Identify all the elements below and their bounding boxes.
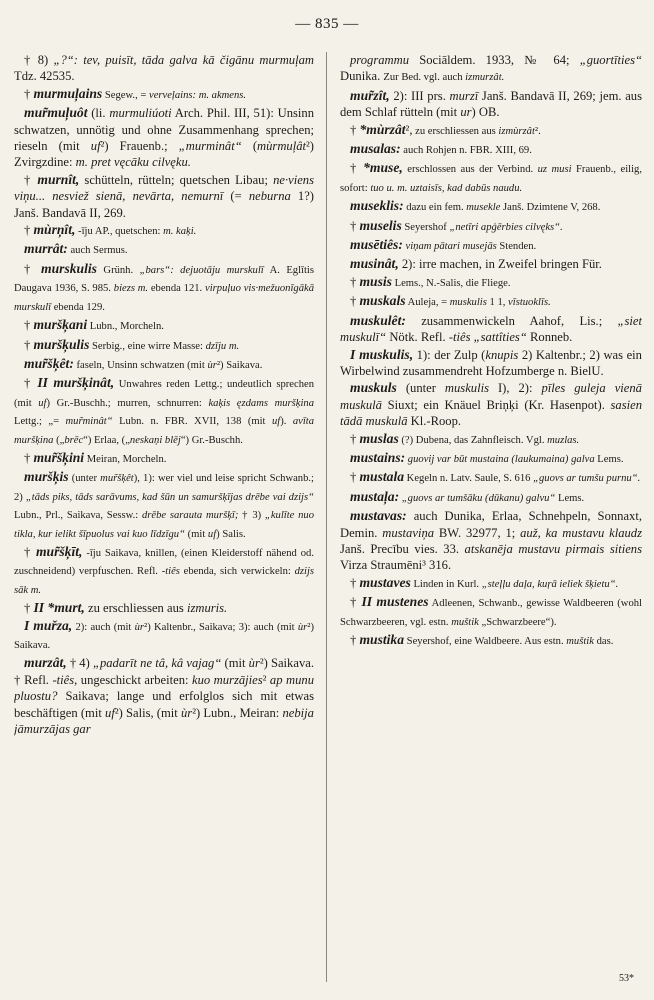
dictionary-entry: [14, 86, 314, 104]
entry-text: m. kaķi.: [163, 226, 197, 238]
entry-text: -tiês,: [52, 672, 78, 687]
dictionary-entry: [340, 380, 642, 429]
entry-text: uf: [271, 416, 281, 428]
entry-text: auch Dunika, Erlaa, Schnehpeln, Sonnaxt, Demin.: [340, 509, 642, 540]
entry-text: (unter: [396, 381, 445, 396]
entry-text: ùr: [181, 705, 193, 720]
entry-headword: mur̃zît,: [350, 87, 390, 103]
entry-headword: II muršķinât,: [37, 375, 115, 391]
entry-text: Adleenen, Schwanb., gewisse Waldbeeren (wohl Schwarzbeeren, vgl. estn.: [340, 598, 642, 628]
entry-text: m. pret vęcāku cilvęku.: [75, 155, 191, 170]
entry-text: dzīju m.: [205, 340, 240, 352]
entry-text: drēbe sarauta muršķī;: [141, 510, 239, 522]
entry-text: uf: [90, 139, 101, 154]
entry-text: Saikava; lange und erfolglos sich mit etwas beschäftigen (mit: [14, 689, 314, 720]
entry-text: kaķis ęzdams muršķina: [208, 397, 314, 409]
entry-headword: mustains:: [350, 449, 406, 465]
entry-text: BW. 32977, 1;: [434, 525, 521, 540]
entry-text: zu erschliessen aus: [84, 601, 187, 616]
dictionary-entry: [14, 356, 314, 374]
entry-text: brēc: [64, 434, 84, 446]
entry-text: pīles guleja vienā muskulā: [340, 381, 642, 412]
entry-text: Stenden.: [496, 241, 537, 253]
entry-text: Siuxt; ein Knäuel Briņķi (Kr. Hasenpot).: [381, 397, 611, 412]
entry-text: „netīri apģērbies cilvęks“.: [449, 221, 563, 233]
dictionary-entry: [340, 489, 642, 507]
entry-text: ungeschickt arbeiten:: [77, 672, 192, 687]
entry-text: Linden in Kurl.: [410, 578, 482, 590]
entry-headword: mustika: [359, 632, 405, 647]
entry-text: †: [24, 376, 38, 391]
entry-text: Kegeln n. Latv. Saule, S. 616: [404, 473, 534, 485]
column-divider: [326, 52, 327, 982]
entry-text: ).: [280, 416, 293, 428]
entry-text: verveļains: m. akmens.: [149, 89, 247, 101]
entry-text: †: [24, 544, 36, 559]
entry-text: sasien tādā muskulā: [340, 397, 642, 429]
dictionary-entry: [340, 632, 642, 650]
dictionary-entry: [14, 600, 314, 616]
dictionary-entry: [340, 160, 642, 197]
entry-headword: muskulêt:: [350, 312, 406, 328]
entry-text: uz musi: [537, 164, 572, 176]
entry-text: Janš. Bandavā II, 269; jem. aus dem Schlaf rütteln (mit: [340, 88, 642, 120]
entry-text: -tiês: [161, 566, 180, 578]
entry-text: Lems.: [594, 453, 624, 465]
entry-text: -īju Saikava, knillen, (einen Kleiderstoff nähend od. zuschneidend) verpfuschen. Refl.: [14, 547, 314, 578]
entry-text: “) Erlaa, („: [83, 434, 130, 446]
dictionary-entry: [14, 222, 314, 240]
entry-text: tuo u. m. uztaisīs, kad dabūs naudu.: [370, 182, 523, 194]
entry-text: muskulis: [449, 297, 487, 309]
entry-text: ²) Lubn., Meiran:: [192, 705, 283, 720]
entry-headword: musētiês:: [350, 237, 403, 253]
entry-text: 1?) Janš. Bandavā II, 269.: [14, 189, 314, 220]
entry-text: (=: [223, 189, 249, 204]
dictionary-entry: [14, 52, 314, 85]
entry-text: („: [53, 434, 65, 446]
entry-text: †: [350, 470, 360, 485]
entry-text: ebenda 129.: [51, 301, 105, 313]
entry-text: (mit: [184, 528, 208, 540]
entry-text: ne·viens viņu... nesviež sienā, nevārta, nemurnī: [14, 172, 314, 204]
dictionary-entry: [14, 261, 314, 316]
entry-text: 2) Kaltenbr.; 2) was ein Wirbelwind zusammendreht Hofzumberge n. BielU.: [340, 347, 642, 378]
entry-text: Meiran, Morcheln.: [84, 453, 167, 465]
entry-text: †: [350, 575, 360, 590]
entry-text: ùr: [297, 621, 308, 633]
dictionary-entry: [340, 508, 642, 574]
entry-text: „bars“: dejuotāju murskulī: [139, 264, 264, 276]
entry-text: †: [24, 86, 34, 101]
entry-headword: II *murt,: [33, 600, 85, 616]
entry-text: uf: [38, 397, 47, 409]
dictionary-entry: [340, 141, 642, 159]
entry-text: †: [350, 595, 362, 610]
entry-text: †: [24, 172, 38, 187]
entry-text: †: [24, 601, 34, 616]
dictionary-entry: [340, 293, 642, 311]
entry-text: Lubn. n. FBR. XVII, 138 (mit: [112, 416, 272, 428]
entry-text: †: [350, 218, 360, 233]
entry-text: izmùrzât: [498, 125, 535, 137]
entry-text: „steļļu daļa, kuŗā ieliek šķietu“.: [481, 578, 619, 590]
entry-text: ²) Zvirgzdine:: [14, 139, 314, 170]
dictionary-entry: [340, 218, 642, 236]
entry-text: muskulis: [444, 381, 489, 396]
entry-text: (unter: [68, 473, 101, 485]
entry-headword: mùrņît,: [33, 222, 76, 238]
entry-text: ), 1): wer viel und leise spricht Schwanb.; 2): [14, 473, 314, 503]
dictionary-entry: [14, 105, 314, 171]
entry-text: izmuris.: [186, 601, 228, 616]
entry-text: Segew., =: [102, 89, 149, 101]
entry-headword: mustala: [359, 469, 405, 485]
entry-text: virpuļuo vis·mežuonīgākā murskulī: [14, 283, 314, 313]
entry-text: †: [24, 261, 42, 276]
entry-text: faseln, Unsinn schwatzen (mit: [73, 359, 208, 371]
entry-text: programmu: [350, 53, 410, 67]
entry-text: „siet muskulī“: [340, 313, 642, 345]
entry-text: mustaviņa: [382, 525, 435, 540]
entry-text: auch Rohjen n. FBR. XIII, 69.: [400, 145, 532, 157]
entry-headword: mustavas:: [350, 508, 407, 524]
entry-text: ².: [534, 125, 541, 137]
entry-text: zu erschliessen aus: [412, 125, 499, 137]
entry-text: ²) Saikava. † Refl.: [14, 656, 314, 687]
entry-text: 2): irre machen, in Zweifel bringen Für.: [398, 257, 602, 272]
entry-headword: mustaļa:: [350, 488, 400, 504]
entry-headword: I muskulis,: [350, 346, 414, 362]
entry-text: ap munu pluostu?: [14, 672, 314, 704]
dictionary-entry: [340, 575, 642, 593]
entry-text: Seyershof: [401, 221, 450, 233]
entry-headword: musalas:: [350, 141, 401, 157]
entry-text: izmurzât.: [465, 72, 505, 84]
entry-text: ²) Saikava.: [14, 621, 314, 651]
entry-text: mur̃minât“: [65, 416, 113, 428]
entry-text: dazu ein fem.: [403, 202, 467, 214]
entry-text: -tiês „sattîties“: [448, 330, 527, 345]
entry-text: † 4): [66, 656, 93, 671]
entry-text: 1): der Zulp (: [413, 347, 486, 362]
dictionary-entry: [340, 313, 642, 346]
entry-text: Grünh.: [96, 264, 140, 276]
entry-text: „guovs ar tumšu purnu“.: [533, 473, 641, 485]
entry-headword: muskals: [359, 293, 406, 309]
dictionary-entry: [340, 256, 642, 272]
entry-text: Tdz. 42535.: [14, 69, 75, 84]
entry-text: Unwahres reden Lettg.; undeutlich sprechen (mit: [14, 379, 314, 409]
entry-headword: II mustenes: [361, 594, 429, 610]
entry-text: †: [350, 161, 364, 176]
entry-text: Lems., N.-Salis, die Fliege.: [391, 277, 511, 289]
entry-headword: muselis: [359, 217, 402, 233]
entry-headword: mustaves: [359, 574, 411, 590]
entry-text: †: [24, 223, 34, 238]
entry-text: -īju AP., quetschen:: [75, 226, 164, 238]
entry-text: mur̃šķêt: [100, 473, 134, 485]
printer-signature: 53*: [619, 973, 634, 984]
entry-text: dzijs sāk m.: [14, 566, 314, 596]
dictionary-entry: [340, 52, 642, 87]
entry-text: muštik: [451, 616, 479, 628]
entry-text: ²) Saikava.: [216, 359, 263, 371]
dictionary-entry: [14, 655, 314, 737]
entry-headword: muršķis: [24, 469, 69, 485]
entry-headword: mur̃šķīt,: [35, 543, 83, 559]
entry-headword: murzât,: [24, 655, 67, 671]
entry-text: †: [24, 450, 34, 465]
entry-text: „padarīt ne tâ, kâ vajag“: [92, 656, 222, 671]
entry-text: Dunika.: [340, 69, 384, 84]
dictionary-entry: [340, 237, 642, 255]
entry-headword: musinât,: [350, 256, 399, 272]
entry-text: erschlossen aus der Verbind.: [402, 164, 538, 176]
entry-text: „guortīties“: [579, 53, 642, 67]
entry-text: Kl.-Roop.: [407, 414, 462, 429]
dictionary-entry: [340, 431, 642, 449]
entry-text: „murminât“: [178, 139, 242, 154]
entry-text: Ronneb.: [526, 330, 573, 345]
entry-text: murmuliúoti: [109, 106, 172, 121]
dictionary-entry: [340, 450, 642, 468]
entry-text: viņam pātari musejās: [402, 241, 497, 253]
entry-headword: muršķani: [33, 317, 88, 333]
entry-text: ùr: [134, 621, 145, 633]
dictionary-entry: [14, 337, 314, 355]
entry-text: Nötk. Refl.: [386, 330, 449, 345]
entry-text: ebenda, sich verwickeln:: [179, 566, 295, 578]
entry-text: musekle: [466, 202, 501, 214]
entry-headword: murskulis: [41, 260, 97, 276]
entry-text: I), 2):: [488, 381, 542, 396]
dictionary-entry: [340, 347, 642, 380]
entry-text: Serbig., eine wirre Masse:: [89, 340, 206, 352]
entry-text: ùr: [248, 656, 260, 671]
dictionary-entry: [14, 544, 314, 599]
entry-text: ur: [460, 105, 472, 120]
entry-text: ) Salis.: [216, 528, 246, 540]
entry-text: ) Gr.-Buschh.; murren, schnurren:: [46, 397, 209, 409]
entry-text: Lubn., Morcheln.: [87, 321, 164, 333]
entry-headword: mur̃muļuôt: [24, 105, 88, 121]
entry-headword: muršķulis: [33, 336, 90, 352]
entry-text: † 3): [238, 510, 265, 522]
dictionary-entry: [14, 469, 314, 543]
entry-text: „kulīte nuo tikla, kur ielikt šīpuolus vai kuo līdzīgu“: [14, 510, 314, 540]
entry-text: ebenda 121.: [148, 283, 205, 295]
entry-text: Arch. Phil. III, 51): Unsinn schwatzen, unnötig und ohne Zusammenhang sprechen; rieseln (mit: [14, 106, 314, 154]
entry-text: ²) Frauenb.;: [100, 139, 179, 154]
entry-text: Janš. Precību vies. 33.: [340, 541, 465, 556]
entry-text: †: [350, 431, 360, 446]
entry-text: uf: [105, 705, 115, 720]
left-column: [14, 52, 314, 982]
entry-headword: mur̃šķêt:: [24, 355, 74, 371]
entry-text: muštik: [566, 636, 594, 647]
entry-text: ²,: [405, 122, 413, 137]
entry-headword: murrât:: [24, 241, 68, 257]
entry-text: † 8): [24, 53, 54, 67]
dictionary-entry: [340, 274, 642, 292]
entry-text: ²) Kaltenbr., Saikava; 3): auch (mit: [144, 621, 298, 633]
dictionary-entry: [14, 241, 314, 259]
entry-text: †: [350, 633, 360, 647]
entry-text: neskaņi blēj: [129, 434, 181, 446]
dictionary-entry: [340, 122, 642, 140]
dictionary-entry: [14, 618, 314, 655]
entry-text: murzī: [449, 88, 479, 103]
entry-text: auch Sermus.: [67, 245, 128, 257]
entry-text: †: [350, 294, 360, 309]
entry-text: ùr: [207, 359, 217, 371]
entry-text: Frauenb., eilig, sofort:: [340, 164, 642, 194]
entry-text: †: [350, 122, 360, 137]
entry-text: Auleja, =: [405, 297, 450, 309]
entry-text: zusammenwickeln Aahof, Lis.;: [405, 313, 618, 328]
dictionary-entry: [340, 594, 642, 631]
entry-headword: muskuls: [350, 380, 397, 396]
entry-text: (mit: [221, 656, 249, 671]
dictionary-entry: [340, 469, 642, 487]
entry-text: †: [24, 337, 34, 352]
entry-headword: museklis:: [350, 198, 404, 214]
entry-text: muzlas.: [547, 434, 580, 446]
entry-text: Virza Straumēni³ 316.: [340, 558, 452, 573]
entry-text: „?“: tev, puisīt, tāda galva kā čigānu murmuļam: [53, 53, 314, 67]
page-number: — 835 —: [295, 16, 359, 32]
entry-text: “) Gr.-Buschh.: [180, 434, 243, 446]
entry-text: guovij var būt mustaina (laukumaina) galva: [405, 453, 595, 465]
entry-text: das.: [593, 636, 614, 647]
entry-text: (?) Dubena, das Zahnfleisch. Vgl.: [398, 434, 548, 446]
dictionary-entry: [340, 88, 642, 121]
entry-text: A. Eglītis Daugava 1936, S. 985.: [14, 264, 314, 295]
entry-headword: *mùrzât: [359, 121, 406, 137]
entry-text: (li.: [87, 106, 110, 121]
entry-headword: muslas: [359, 430, 399, 446]
entry-text: Lems.: [555, 492, 585, 504]
entry-headword: mur̃šķini: [33, 449, 85, 465]
entry-text: †: [24, 318, 34, 333]
entry-text: ) OB.: [471, 105, 500, 120]
entry-text: schütteln, rütteln; quetschen Libau;: [79, 172, 274, 187]
entry-text: 2): III prs.: [389, 88, 450, 103]
entry-text: auž, ka mustavu klaudz: [520, 525, 642, 540]
entry-text: atskanēja mustavu pirmais sitiens: [464, 541, 642, 556]
entry-text: 2): auch (mit: [72, 621, 135, 633]
entry-text: „Schwarzbeere“).: [478, 616, 557, 628]
entry-text: ²: [262, 672, 270, 687]
entry-text: ²) Salis, (mit: [114, 705, 181, 720]
entry-text: nebija jāmurzājas gar: [14, 705, 314, 737]
entry-text: knupis: [485, 347, 519, 362]
entry-text: uf: [207, 528, 217, 540]
entry-text: Lettg.; „=: [14, 416, 66, 428]
entry-headword: musis: [359, 273, 392, 289]
entry-text: neburna: [248, 189, 291, 204]
entry-text: Janš. Dzimtene V, 268.: [500, 202, 601, 214]
entry-text: „tāds piks, tāds sarāvums, kad šūn un samuršķījas drēbe vai dzijs“: [25, 491, 314, 503]
entry-headword: murmuļains: [33, 85, 103, 101]
entry-headword: *muse,: [363, 160, 403, 176]
dictionary-entry: [340, 198, 642, 216]
entry-text: avīta muršķina: [14, 416, 314, 446]
dictionary-entry: [14, 317, 314, 335]
entry-text: †: [350, 274, 360, 289]
entry-text: mùrmuļât: [257, 139, 307, 154]
entry-headword: murnît,: [37, 171, 80, 187]
dictionary-entry: [14, 172, 314, 221]
entry-text: Zur Bed. vgl. auch: [383, 72, 466, 84]
dictionary-entry: [14, 450, 314, 468]
entry-text: biezs m.: [113, 283, 149, 295]
entry-text: (: [241, 139, 258, 154]
entry-text: Lubn., Prl., Saikava, Sessw.:: [14, 510, 142, 522]
entry-text: „guovs ar tumšāku (dūkanu) galvu“: [399, 492, 556, 504]
entry-text: Sociāldem. 1933, № 64;: [409, 53, 580, 67]
entry-text: kuo murzājies: [191, 672, 263, 687]
entry-headword: I muřza,: [24, 617, 73, 633]
dictionary-entry: [14, 375, 314, 449]
right-column: [340, 52, 642, 982]
entry-text: vīstuoklīs.: [508, 297, 551, 309]
entry-text: 1 1,: [486, 297, 509, 309]
entry-text: Seyershof, eine Waldbeere. Aus estn.: [404, 636, 567, 647]
